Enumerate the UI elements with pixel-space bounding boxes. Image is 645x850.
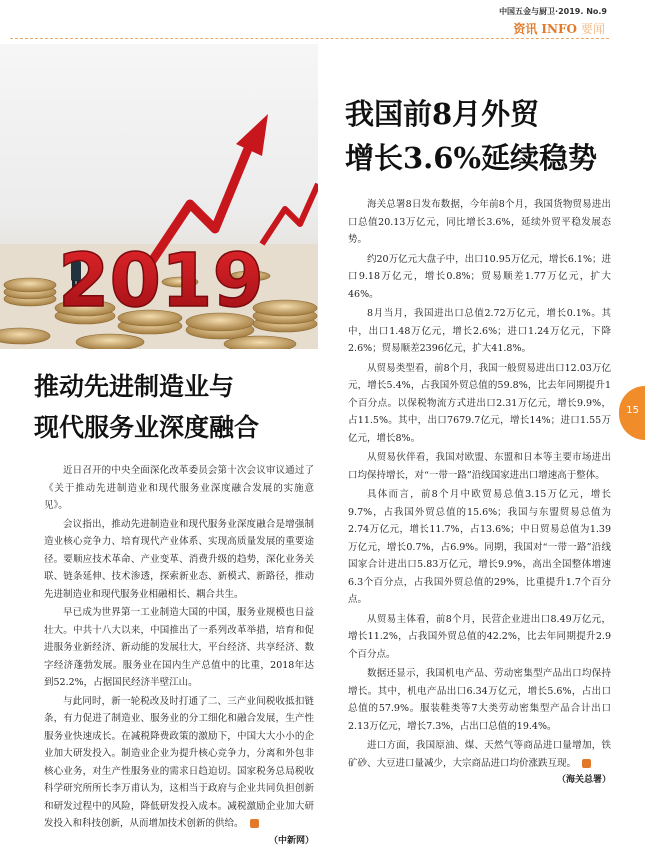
paragraph: 从贸易主体看，前8个月，民营企业进出口8.49万亿元，增长11.2%，占我国外贸总值的42.2%，比去年同期提升2.9个百分点。: [348, 613, 611, 660]
article-source: （海关总署）: [556, 775, 611, 785]
right-title-line: 增长3.6%延续稳势: [345, 141, 598, 175]
paragraph-last: [348, 737, 611, 785]
paragraph: 数据还显示，我国机电产品、劳动密集型产品出口均保持增长。其中，机电产品出口6.34万亿元，增长5.6%，占出口总值的57.9%。服装鞋类等7大类劳动密集型产品合计出口2.13万亿元，增长7.3%，占出口总值的19.4%。: [348, 668, 611, 732]
paragraph: 会议指出，推动先进制造业和现代服务业深度融合是增强制造业核心竞争力、培育现代产业体系、实现高质量发展的重要途径。要顺应技术革命、产业变革、消费升级的趋势，深化业务关联、链条延伸、技术渗透，探索新业态、新模式、新路径，推动先进制造业和现代服务业相融相长、耦合共生。: [44, 518, 314, 600]
magazine-issue: 中国五金与厨卫·2019. No.9: [499, 7, 607, 16]
hero-year-text: 2019: [58, 238, 264, 324]
header-divider: [10, 38, 609, 39]
page-number-tab: [619, 386, 645, 440]
paragraph: 海关总署8日发布数据，今年前8个月，我国货物贸易进出口总值20.13万亿元，同比增长3.6%，延续外贸平稳发展态势。: [348, 199, 611, 245]
left-title-line: 现代服务业深度融合: [34, 413, 260, 442]
paragraph: 约20万亿元大盘子中，出口10.95万亿元，增长6.1%；进口9.18万亿元，增长0.8%；贸易顺差1.77万亿元，扩大46%。: [348, 253, 611, 300]
paragraph-text: 进口方面，我国原油、煤、天然气等商品进口量增加，铁矿砂、大豆进口量减少，大宗商品进口均价涨跌互现。: [348, 740, 611, 769]
section-label-sub: 要闻: [580, 22, 605, 36]
section-label-en: INFO: [541, 22, 577, 36]
hero-image: [0, 44, 318, 349]
paragraph: 从贸易伙伴看，我国对欧盟、东盟和日本等主要市场进出口均保持增长，对“一带一路”沿线国家进出口增速高于整体。: [348, 452, 611, 481]
end-mark-icon: [582, 759, 591, 768]
left-article-title: [34, 366, 314, 448]
section-label-cn: 资讯: [513, 22, 538, 36]
paragraph: 8月当月，我国进出口总值2.72万亿元，增长0.1%。其中，出口1.48万亿元，增长2.6%；进口1.24万亿元，下降2.6%；贸易顺差2396亿元，扩大41.8%。: [348, 308, 611, 354]
paragraph: 早已成为世界第一工业制造大国的中国，服务业规模也日益壮大。中共十八大以来，中国推出了一系列改革举措，培育和促进服务业新经济、新动能的发展壮大，平台经济、共享经济、数字经济蓬勃发展。服务业在国内生产总值中的比重，2018年达到52.2%，占据国民经济半壁江山。: [44, 607, 314, 688]
paragraph: 从贸易类型看，前8个月，我国一般贸易进出口12.03万亿元，增长5.4%，占我国外贸总值的59.8%，比去年同期提升1个百分点。以保税物流方式进出口2.31万亿元，增长9.9%，占11.5%。其中，出口7679.7亿元，增长14%；进口1.55万亿元，增长8%。: [348, 362, 611, 444]
hero-illustration: [0, 44, 318, 349]
right-article-body: [348, 196, 611, 790]
left-title-line: 推动先进制造业与: [34, 372, 235, 401]
article-source: （中新网）: [268, 835, 314, 846]
paragraph: 近日召开的中央全面深化改革委员会第十次会议审议通过了《关于推动先进制造业和现代服务业深度融合发展的实施意见》。: [44, 465, 314, 511]
end-mark-icon: [250, 819, 259, 828]
right-article-title: [345, 92, 615, 180]
left-article-body: [44, 462, 314, 850]
paragraph: 具体而言，前8个月中欧贸易总值3.15万亿元，增长9.7%，占我国外贸总值的15.6%；我国与东盟贸易总值为2.74万亿元，增长11.7%，占13.6%；中日贸易总值为1.39万亿元，增长0.7%，占6.9%。同期，我国对“一带一路”沿线国家合计进出口5.83万亿元，增长9.9%，高出全国整体增速6.3个百分点，占我国外贸总值的29%，比重提升1.7个百分点。: [348, 489, 611, 605]
section-label: [513, 20, 605, 37]
paragraph-last: [44, 693, 314, 846]
paragraph-text: 与此同时，新一轮税改及时打通了二、三产业间税收抵扣链条，有力促进了制造业、服务业的分工细化和融合发展，生产性服务业快速成长。在减税降费政策的激励下，中国大大小小的企业加大研发投入。制造业企业为提升核心竞争力，分离和外包非核心业务，对生产性服务业的需求日趋迫切。国家税务总局税收科学研究所所长李万甫认为，这相当于政府与企业共同负担创新和研发过程中的风险，降低研发投入成本。减税激励企业加大研发投入和科技创新，从而增加技术创新的供给。: [44, 695, 314, 829]
right-title-line: 我国前8月外贸: [345, 97, 540, 131]
page-number: 15: [626, 405, 639, 416]
